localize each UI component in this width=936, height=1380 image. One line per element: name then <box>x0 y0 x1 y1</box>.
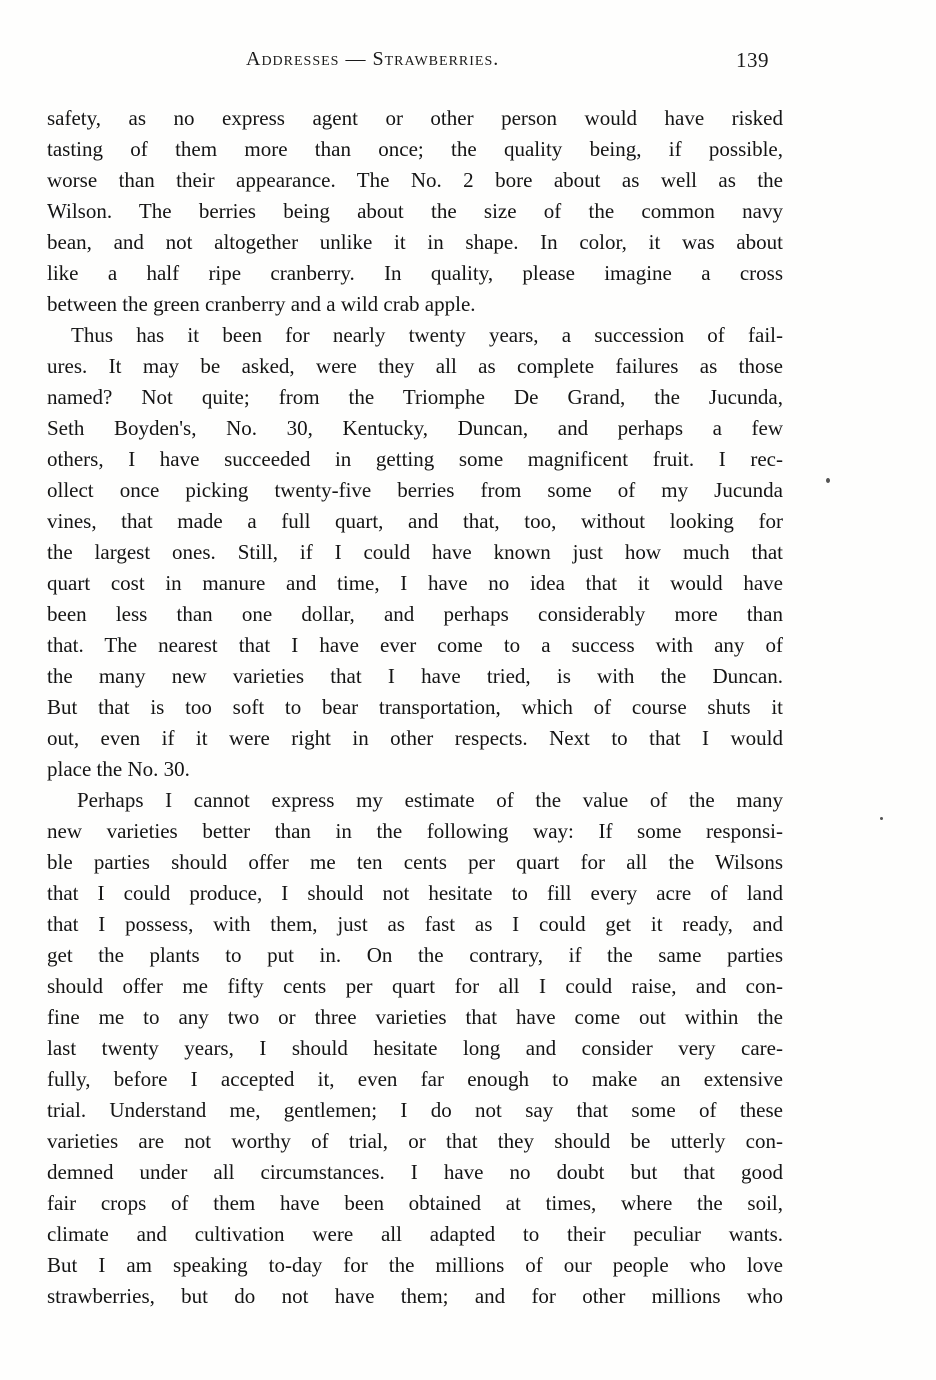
text-line: been less than one dollar, and perhaps considerably more than <box>47 602 783 626</box>
text-line: named? Not quite; from the Triomphe De Grand, the Jucunda, <box>47 385 783 409</box>
text-line: others, I have succeeded in getting some magnificent fruit. I rec- <box>47 447 783 471</box>
text-line: Perhaps I cannot express my estimate of the value of the many <box>77 788 783 812</box>
text-line: Wilson. The berries being about the size of the common navy <box>47 199 783 223</box>
text-line: out, even if it were right in other respects. Next to that I would <box>47 726 783 750</box>
text-line: demned under all circumstances. I have no doubt but that good <box>47 1160 783 1184</box>
text-line: place the No. 30. <box>47 757 190 781</box>
text-line: that I possess, with them, just as fast as I could get it ready, and <box>47 912 783 936</box>
text-line: fair crops of them have been obtained at times, where the soil, <box>47 1191 783 1215</box>
text-line: varieties are not worthy of trial, or that they should be utterly con- <box>47 1129 783 1153</box>
text-line: ollect once picking twenty-five berries from some of my Jucunda <box>47 478 783 502</box>
text-line: vines, that made a full quart, and that, too, without looking for <box>47 509 783 533</box>
paper-speck <box>826 478 830 483</box>
text-line: climate and cultivation were all adapted to their peculiar wants. <box>47 1222 783 1246</box>
text-line: strawberries, but do not have them; and for other millions who <box>47 1284 783 1308</box>
text-line: like a half ripe cranberry. In quality, please imagine a cross <box>47 261 783 285</box>
text-line: between the green cranberry and a wild crab apple. <box>47 292 476 316</box>
text-line: ures. It may be asked, were they all as complete failures as those <box>47 354 783 378</box>
text-line: But that is too soft to bear transportation, which of course shuts it <box>47 695 783 719</box>
running-head: Addresses — Strawberries. <box>246 48 500 70</box>
text-line: last twenty years, I should hesitate long and consider very care- <box>47 1036 783 1060</box>
text-line: But I am speaking to-day for the millions of our people who love <box>47 1253 783 1277</box>
text-line: new varieties better than in the following way: If some responsi- <box>47 819 783 843</box>
text-line: tasting of them more than once; the quality being, if possible, <box>47 137 783 161</box>
text-line: safety, as no express agent or other person would have risked <box>47 106 783 130</box>
text-line: Seth Boyden's, No. 30, Kentucky, Duncan, and perhaps a few <box>47 416 783 440</box>
text-line: ble parties should offer me ten cents per quart for all the Wilsons <box>47 850 783 874</box>
text-line: fully, before I accepted it, even far enough to make an extensive <box>47 1067 783 1091</box>
text-line: should offer me fifty cents per quart for all I could raise, and con- <box>47 974 783 998</box>
text-line: trial. Understand me, gentlemen; I do not say that some of these <box>47 1098 783 1122</box>
text-line: that. The nearest that I have ever come to a success with any of <box>47 633 783 657</box>
text-line: quart cost in manure and time, I have no idea that it would have <box>47 571 783 595</box>
text-line: the largest ones. Still, if I could have known just how much that <box>47 540 783 564</box>
page-number: 139 <box>736 48 769 72</box>
text-line: that I could produce, I should not hesitate to fill every acre of land <box>47 881 783 905</box>
text-line: the many new varieties that I have tried, is with the Duncan. <box>47 664 783 688</box>
text-line: bean, and not altogether unlike it in shape. In color, it was about <box>47 230 783 254</box>
text-line: fine me to any two or three varieties that have come out within the <box>47 1005 783 1029</box>
body-text <box>47 103 783 1312</box>
text-line: get the plants to put in. On the contrary, if the same parties <box>47 943 783 967</box>
page-header <box>0 48 936 78</box>
paper-speck <box>880 817 883 820</box>
text-line: worse than their appearance. The No. 2 bore about as well as the <box>47 168 783 192</box>
text-line: Thus has it been for nearly twenty years, a succession of fail- <box>71 323 783 347</box>
